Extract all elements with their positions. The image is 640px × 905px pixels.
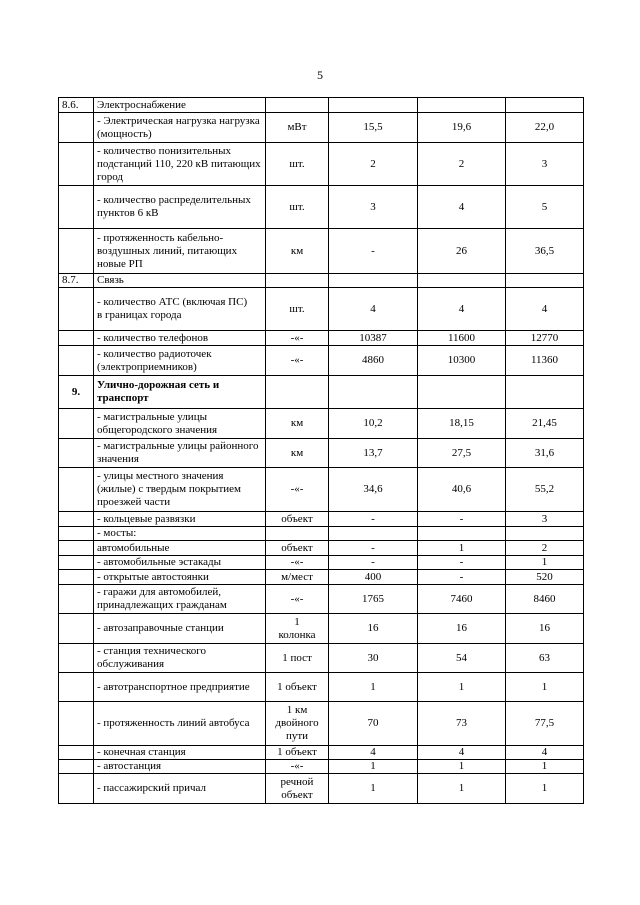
- unit-cell: [266, 98, 329, 113]
- row-number-cell: [59, 409, 94, 439]
- value-cell-2: 1: [418, 760, 506, 774]
- row-number-cell: 8.7.: [59, 274, 94, 288]
- table-row: [59, 439, 584, 468]
- table-row: [59, 556, 584, 570]
- table-row: [59, 468, 584, 512]
- indicator-name-cell: - Электрическая нагрузка нагрузка (мощность): [94, 113, 266, 143]
- indicator-name-cell: - открытые автостоянки: [94, 570, 266, 585]
- value-cell-2: -: [418, 570, 506, 585]
- unit-cell: шт.: [266, 143, 329, 186]
- value-cell-1: 4: [329, 288, 418, 331]
- value-cell-1: 1: [329, 673, 418, 702]
- unit-cell: км: [266, 439, 329, 468]
- value-cell-2: 73: [418, 702, 506, 746]
- value-cell-1: 2: [329, 143, 418, 186]
- indicator-name-cell: - магистральные улицы общегородского значения: [94, 409, 266, 439]
- value-cell-2: [418, 274, 506, 288]
- indicators-table: [58, 97, 584, 804]
- value-cell-1: -: [329, 541, 418, 556]
- unit-cell: шт.: [266, 288, 329, 331]
- value-cell-3: 8460: [506, 585, 584, 614]
- table-row: [59, 673, 584, 702]
- value-cell-1: 15,5: [329, 113, 418, 143]
- value-cell-3: 1: [506, 556, 584, 570]
- indicator-name-cell: - автомобильные эстакады: [94, 556, 266, 570]
- value-cell-3: [506, 527, 584, 541]
- value-cell-3: 520: [506, 570, 584, 585]
- value-cell-3: 1: [506, 774, 584, 804]
- value-cell-3: 36,5: [506, 229, 584, 274]
- value-cell-2: 2: [418, 143, 506, 186]
- value-cell-3: 1: [506, 760, 584, 774]
- row-number-cell: [59, 346, 94, 376]
- table-row: [59, 541, 584, 556]
- table-row: [59, 186, 584, 229]
- indicator-name-cell: - кольцевые развязки: [94, 512, 266, 527]
- value-cell-2: 1: [418, 541, 506, 556]
- row-number-cell: [59, 468, 94, 512]
- row-number-cell: [59, 585, 94, 614]
- table-row: [59, 702, 584, 746]
- row-number-cell: [59, 439, 94, 468]
- value-cell-3: 3: [506, 143, 584, 186]
- unit-cell: [266, 274, 329, 288]
- row-number-cell: [59, 673, 94, 702]
- indicator-name-cell: - количество радиоточек (электроприемников): [94, 346, 266, 376]
- unit-cell: объект: [266, 541, 329, 556]
- value-cell-2: 27,5: [418, 439, 506, 468]
- value-cell-3: 55,2: [506, 468, 584, 512]
- table-row: [59, 113, 584, 143]
- table-row: [59, 288, 584, 331]
- value-cell-1: 10387: [329, 331, 418, 346]
- value-cell-3: [506, 376, 584, 409]
- value-cell-2: 1: [418, 774, 506, 804]
- value-cell-1: 400: [329, 570, 418, 585]
- indicator-name-cell: - мосты:: [94, 527, 266, 541]
- indicator-name-cell: автомобильные: [94, 541, 266, 556]
- row-number-cell: [59, 774, 94, 804]
- indicator-name-cell: Связь: [94, 274, 266, 288]
- unit-cell: -«-: [266, 346, 329, 376]
- value-cell-1: 13,7: [329, 439, 418, 468]
- table-row: [59, 644, 584, 673]
- value-cell-2: [418, 376, 506, 409]
- unit-cell: м/мест: [266, 570, 329, 585]
- table-row: [59, 376, 584, 409]
- value-cell-2: -: [418, 512, 506, 527]
- table-row: [59, 585, 584, 614]
- row-number-cell: [59, 746, 94, 760]
- value-cell-2: 18,15: [418, 409, 506, 439]
- indicator-name-cell: Улично-дорожная сеть и транспорт: [94, 376, 266, 409]
- row-number-cell: [59, 527, 94, 541]
- value-cell-1: [329, 274, 418, 288]
- unit-cell: объект: [266, 512, 329, 527]
- row-number-cell: [59, 512, 94, 527]
- table-row: [59, 527, 584, 541]
- indicator-name-cell: - количество АТС (включая ПС) в границах города: [94, 288, 266, 331]
- row-number-cell: [59, 541, 94, 556]
- row-number-cell: [59, 614, 94, 644]
- row-number-cell: [59, 143, 94, 186]
- unit-cell: 1 пост: [266, 644, 329, 673]
- value-cell-1: 16: [329, 614, 418, 644]
- unit-cell: -«-: [266, 585, 329, 614]
- row-number-cell: [59, 570, 94, 585]
- value-cell-2: 54: [418, 644, 506, 673]
- value-cell-2: 10300: [418, 346, 506, 376]
- value-cell-3: 21,45: [506, 409, 584, 439]
- value-cell-2: 4: [418, 288, 506, 331]
- unit-cell: мВт: [266, 113, 329, 143]
- row-number-cell: [59, 556, 94, 570]
- unit-cell: -«-: [266, 468, 329, 512]
- page-number: 5: [317, 68, 323, 82]
- value-cell-2: 11600: [418, 331, 506, 346]
- row-number-cell: [59, 644, 94, 673]
- unit-cell: речной объект: [266, 774, 329, 804]
- value-cell-1: 34,6: [329, 468, 418, 512]
- table-row: [59, 346, 584, 376]
- unit-cell: -«-: [266, 556, 329, 570]
- table-row: [59, 760, 584, 774]
- value-cell-1: -: [329, 512, 418, 527]
- value-cell-2: [418, 98, 506, 113]
- table-row: [59, 331, 584, 346]
- value-cell-1: 1: [329, 760, 418, 774]
- row-number-cell: [59, 186, 94, 229]
- unit-cell: -«-: [266, 760, 329, 774]
- value-cell-2: 4: [418, 186, 506, 229]
- indicator-name-cell: - количество понизительных подстанций 110, 220 кВ питающих город: [94, 143, 266, 186]
- table-row: [59, 409, 584, 439]
- value-cell-2: 19,6: [418, 113, 506, 143]
- indicator-name-cell: - автозаправочные станции: [94, 614, 266, 644]
- value-cell-1: 1765: [329, 585, 418, 614]
- indicator-name-cell: - количество телефонов: [94, 331, 266, 346]
- value-cell-2: [418, 527, 506, 541]
- row-number-cell: [59, 331, 94, 346]
- table-row: [59, 512, 584, 527]
- value-cell-3: 63: [506, 644, 584, 673]
- value-cell-3: 11360: [506, 346, 584, 376]
- value-cell-1: 3: [329, 186, 418, 229]
- indicator-name-cell: - количество распределительных пунктов 6 кВ: [94, 186, 266, 229]
- indicator-name-cell: - пассажирский причал: [94, 774, 266, 804]
- value-cell-1: -: [329, 229, 418, 274]
- unit-cell: 1 колонка: [266, 614, 329, 644]
- indicator-name-cell: - автостанция: [94, 760, 266, 774]
- value-cell-2: -: [418, 556, 506, 570]
- unit-cell: км: [266, 229, 329, 274]
- row-number-cell: [59, 288, 94, 331]
- value-cell-2: 4: [418, 746, 506, 760]
- unit-cell: 1 км двойного пути: [266, 702, 329, 746]
- value-cell-2: 1: [418, 673, 506, 702]
- unit-cell: шт.: [266, 186, 329, 229]
- row-number-cell: [59, 760, 94, 774]
- unit-cell: -«-: [266, 331, 329, 346]
- value-cell-2: 40,6: [418, 468, 506, 512]
- value-cell-3: 77,5: [506, 702, 584, 746]
- value-cell-3: 1: [506, 673, 584, 702]
- value-cell-1: 30: [329, 644, 418, 673]
- row-number-cell: [59, 229, 94, 274]
- value-cell-3: 22,0: [506, 113, 584, 143]
- unit-cell: 1 объект: [266, 746, 329, 760]
- table-row: [59, 614, 584, 644]
- table-row: [59, 774, 584, 804]
- value-cell-2: 7460: [418, 585, 506, 614]
- value-cell-3: 31,6: [506, 439, 584, 468]
- row-number-cell: [59, 113, 94, 143]
- value-cell-1: -: [329, 556, 418, 570]
- table-row: [59, 746, 584, 760]
- value-cell-3: 16: [506, 614, 584, 644]
- table-row: [59, 98, 584, 113]
- value-cell-1: 4860: [329, 346, 418, 376]
- value-cell-3: [506, 274, 584, 288]
- value-cell-3: 12770: [506, 331, 584, 346]
- table-row: [59, 570, 584, 585]
- indicator-name-cell: - улицы местного значения (жилые) с твердым покрытием проезжей части: [94, 468, 266, 512]
- indicator-name-cell: Электроснабжение: [94, 98, 266, 113]
- unit-cell: [266, 376, 329, 409]
- value-cell-3: 4: [506, 746, 584, 760]
- indicator-name-cell: - протяженность кабельно-воздушных линий, питающих новые РП: [94, 229, 266, 274]
- value-cell-1: [329, 98, 418, 113]
- value-cell-2: 26: [418, 229, 506, 274]
- table-row: [59, 229, 584, 274]
- value-cell-1: [329, 376, 418, 409]
- unit-cell: 1 объект: [266, 673, 329, 702]
- value-cell-2: 16: [418, 614, 506, 644]
- value-cell-1: 4: [329, 746, 418, 760]
- value-cell-3: 4: [506, 288, 584, 331]
- value-cell-3: 3: [506, 512, 584, 527]
- indicator-name-cell: - гаражи для автомобилей, принадлежащих гражданам: [94, 585, 266, 614]
- indicator-name-cell: - станция технического обслуживания: [94, 644, 266, 673]
- row-number-cell: [59, 702, 94, 746]
- indicator-name-cell: - автотранспортное предприятие: [94, 673, 266, 702]
- unit-cell: [266, 527, 329, 541]
- indicator-name-cell: - конечная станция: [94, 746, 266, 760]
- table-row: [59, 274, 584, 288]
- value-cell-3: 5: [506, 186, 584, 229]
- table-row: [59, 143, 584, 186]
- unit-cell: км: [266, 409, 329, 439]
- value-cell-1: 70: [329, 702, 418, 746]
- value-cell-1: [329, 527, 418, 541]
- indicator-name-cell: - магистральные улицы районного значения: [94, 439, 266, 468]
- indicator-name-cell: - протяженность линий автобуса: [94, 702, 266, 746]
- value-cell-1: 10,2: [329, 409, 418, 439]
- value-cell-1: 1: [329, 774, 418, 804]
- row-number-cell: 8.6.: [59, 98, 94, 113]
- row-number-cell: 9.: [59, 376, 94, 409]
- value-cell-3: [506, 98, 584, 113]
- value-cell-3: 2: [506, 541, 584, 556]
